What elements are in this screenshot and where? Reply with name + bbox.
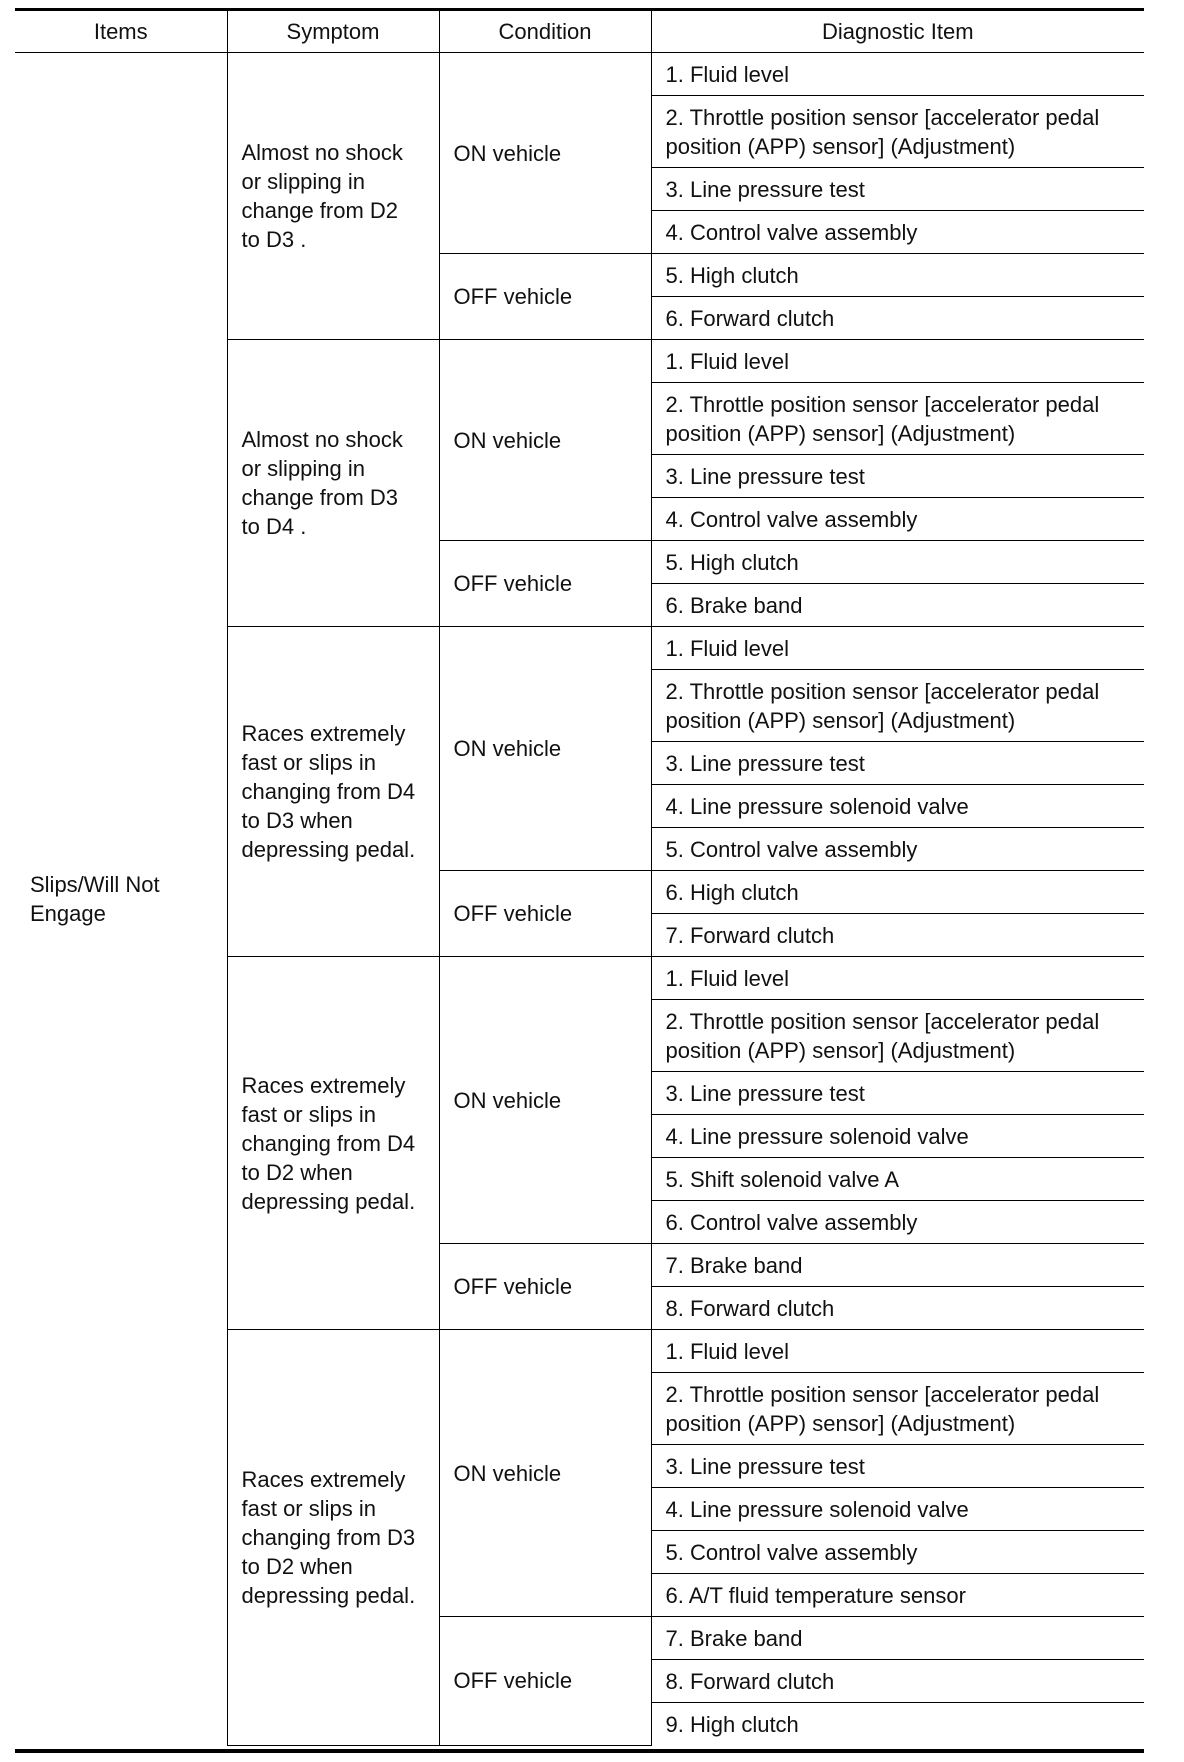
diagnostic-item: 7. Brake band bbox=[651, 1244, 1144, 1287]
diagnostic-item: 9. High clutch bbox=[651, 1703, 1144, 1746]
diagnostic-item: 5. Control valve assembly bbox=[651, 1531, 1144, 1574]
condition-on-vehicle: ON vehicle bbox=[439, 53, 651, 254]
condition-on-vehicle: ON vehicle bbox=[439, 627, 651, 871]
condition-on-vehicle: ON vehicle bbox=[439, 957, 651, 1244]
diagnostic-item: 4. Line pressure solenoid valve bbox=[651, 1115, 1144, 1158]
symptom-line: depressing pedal. bbox=[241, 1188, 416, 1214]
diagnostic-item: 6. Control valve assembly bbox=[651, 1201, 1144, 1244]
symptom-line: depressing pedal. bbox=[241, 837, 416, 862]
diagnostic-item: 1. Fluid level bbox=[651, 53, 1144, 96]
diagnostic-item: 8. Forward clutch bbox=[651, 1660, 1144, 1703]
diagnostic-item: 1. Fluid level bbox=[651, 957, 1144, 1000]
diagnostic-item: 4. Control valve assembly bbox=[651, 211, 1144, 254]
diagnostic-item: 5. High clutch bbox=[651, 541, 1144, 584]
diagnostic-item: 2. Throttle position sensor [accelerator pedal position (APP) sensor] (Adjustment) bbox=[651, 1000, 1144, 1072]
symptom-line: change from D3 bbox=[241, 485, 399, 510]
condition-on-vehicle: ON vehicle bbox=[439, 1330, 651, 1617]
symptom-line: Races extremely bbox=[241, 721, 406, 746]
header-diagnostic-item: Diagnostic Item bbox=[651, 10, 1144, 53]
symptom-line: fast or slips in bbox=[241, 1101, 376, 1127]
symptom-line: or slipping in bbox=[241, 456, 366, 481]
diagnostic-item: 6. A/T fluid temperature sensor bbox=[651, 1574, 1144, 1617]
diagnostic-item: 3. Line pressure test bbox=[651, 168, 1144, 211]
header-condition: Condition bbox=[439, 10, 651, 53]
diagnostic-item: 2. Throttle position sensor [accelerator pedal position (APP) sensor] (Adjustment) bbox=[651, 383, 1144, 455]
condition-off-vehicle: OFF vehicle bbox=[439, 871, 651, 957]
symptom-cell bbox=[227, 1330, 439, 1746]
symptom-line: Almost no shock bbox=[241, 140, 403, 165]
diagnostic-item: 2. Throttle position sensor [accelerator pedal position (APP) sensor] (Adjustment) bbox=[651, 1373, 1144, 1445]
diagnostic-item: 5. Shift solenoid valve A bbox=[651, 1158, 1144, 1201]
diagnostic-item: 1. Fluid level bbox=[651, 340, 1144, 383]
symptom-line: to D3 . bbox=[241, 227, 307, 252]
condition-off-vehicle: OFF vehicle bbox=[439, 1244, 651, 1330]
condition-on-vehicle: ON vehicle bbox=[439, 340, 651, 541]
diagnostic-item: 3. Line pressure test bbox=[651, 1072, 1144, 1115]
symptom-line: change from D2 bbox=[241, 198, 399, 223]
table-body bbox=[15, 53, 1144, 1746]
diagnostic-item: 6. Brake band bbox=[651, 584, 1144, 627]
symptom-cell bbox=[227, 957, 439, 1330]
diagnostic-item: 4. Control valve assembly bbox=[651, 498, 1144, 541]
symptom-cell bbox=[227, 627, 439, 957]
symptom-line: Almost no shock bbox=[241, 427, 403, 452]
symptom-line: Races extremely bbox=[241, 1466, 406, 1492]
diagnostic-item: 1. Fluid level bbox=[651, 627, 1144, 670]
symptom-line: depressing pedal. bbox=[241, 1582, 416, 1608]
header-symptom: Symptom bbox=[227, 10, 439, 53]
diagnostic-item: 6. High clutch bbox=[651, 871, 1144, 914]
diagnostic-item: 7. Brake band bbox=[651, 1617, 1144, 1660]
diagnostic-item: 8. Forward clutch bbox=[651, 1287, 1144, 1330]
diagnostic-item: 6. Forward clutch bbox=[651, 297, 1144, 340]
symptom-line: changing from D4 bbox=[241, 1130, 416, 1156]
condition-off-vehicle: OFF vehicle bbox=[439, 1617, 651, 1746]
diagnostic-item: 2. Throttle position sensor [accelerator pedal position (APP) sensor] (Adjustment) bbox=[651, 670, 1144, 742]
header-items: Items bbox=[15, 10, 227, 53]
diagnostic-item: 3. Line pressure test bbox=[651, 1445, 1144, 1488]
condition-off-vehicle: OFF vehicle bbox=[439, 254, 651, 340]
diagnostic-table-container bbox=[15, 8, 1144, 1746]
symptom-line: to D2 when bbox=[241, 1159, 353, 1185]
condition-off-vehicle: OFF vehicle bbox=[439, 541, 651, 627]
symptom-cell bbox=[227, 53, 439, 340]
diagnostic-item: 1. Fluid level bbox=[651, 1330, 1144, 1373]
bottom-rule bbox=[15, 1749, 1144, 1753]
item-category-cell: Slips/Will Not Engage bbox=[15, 53, 227, 1746]
symptom-line: to D4 . bbox=[241, 514, 307, 539]
symptom-line: to D3 when bbox=[241, 808, 353, 833]
diagnostic-item: 5. High clutch bbox=[651, 254, 1144, 297]
symptom-line: fast or slips in bbox=[241, 750, 376, 775]
diagnostic-item: 2. Throttle position sensor [accelerator pedal position (APP) sensor] (Adjustment) bbox=[651, 96, 1144, 168]
symptom-line: changing from D3 bbox=[241, 1524, 416, 1550]
symptom-line: Races extremely bbox=[241, 1072, 406, 1098]
diagnostic-item: 3. Line pressure test bbox=[651, 742, 1144, 785]
diagnostic-table bbox=[15, 8, 1144, 1746]
symptom-line: to D2 when bbox=[241, 1553, 353, 1579]
diagnostic-item: 4. Line pressure solenoid valve bbox=[651, 1488, 1144, 1531]
symptom-line: or slipping in bbox=[241, 169, 366, 194]
symptom-line: fast or slips in bbox=[241, 1495, 376, 1521]
diagnostic-item: 5. Control valve assembly bbox=[651, 828, 1144, 871]
symptom-line: changing from D4 bbox=[241, 779, 416, 804]
table-row bbox=[15, 53, 1144, 96]
symptom-cell bbox=[227, 340, 439, 627]
diagnostic-item: 4. Line pressure solenoid valve bbox=[651, 785, 1144, 828]
diagnostic-item: 7. Forward clutch bbox=[651, 914, 1144, 957]
header-row bbox=[15, 10, 1144, 53]
diagnostic-item: 3. Line pressure test bbox=[651, 455, 1144, 498]
